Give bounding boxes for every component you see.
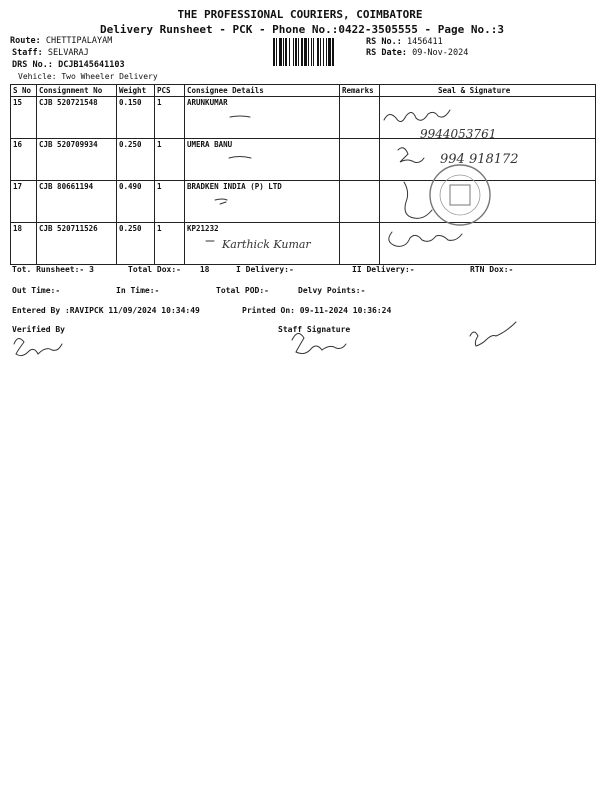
signature-row16 [398,148,424,163]
company-name: THE PROFESSIONAL COURIERS, COIMBATORE [177,8,423,21]
consignee-mark [230,116,250,117]
drs-value: DCJB145641103 [58,60,125,70]
staff-value: SELVARAJ [47,48,89,58]
total-dox-label: Total Dox:- [128,265,181,274]
route-label: Route: [10,36,41,46]
cell-consignment: CJB 520709934 [37,139,117,181]
in-time: In Time:- [116,286,160,295]
out-time: Out Time:- [12,286,61,295]
cell-pcs: 1 [155,181,185,223]
ii-delivery: II Delivery:- [352,265,415,274]
cell-weight: 0.250 [117,223,155,265]
cell-weight: 0.150 [117,97,155,139]
col-sno: S No [11,85,37,97]
total-pod: Total POD:- [216,286,269,295]
i-delivery: I Delivery:- [236,265,294,274]
staff-label: Staff: [12,48,43,58]
cell-consignment: CJB 80661194 [37,181,117,223]
verified-by-label: Verified By [12,325,65,334]
col-consignee: Consignee Details [185,85,340,97]
cell-pcs: 1 [155,97,185,139]
runsheet-title: Delivery Runsheet - PCK - Phone No.:0422-3505555 - Page No.:3 [100,23,504,36]
cell-weight: 0.490 [117,181,155,223]
entered-by: Entered By :RAVIPCK 11/09/2024 10:34:49 [12,306,200,315]
cell-consignee: KP21232 [185,223,340,265]
signature-row18 [389,232,462,246]
col-seal: Seal & Signature [380,85,596,97]
cell-weight: 0.250 [117,139,155,181]
col-pcs: PCS [155,85,185,97]
cell-sno: 15 [11,97,37,139]
col-remarks: Remarks [340,85,380,97]
staff-signature-scribble [292,333,346,353]
drs-label: DRS No.: [12,60,53,70]
vehicle-label: Vehicle: [18,72,57,81]
col-weight: Weight [117,85,155,97]
printed-on: Printed On: 09-11-2024 10:36:24 [242,306,392,315]
rs-no-value: 1456411 [406,37,443,47]
cell-consignee: ARUNKUMAR [185,97,340,139]
company-stamp [430,165,490,225]
cell-consignee: BRADKEN INDIA (P) LTD [185,181,340,223]
row16-handwritten-number: 994 918172 [440,152,519,167]
tot-runsheet: Tot. Runsheet:- 3 [12,265,94,274]
cell-sno: 18 [11,223,37,265]
cell-pcs: 1 [155,223,185,265]
total-dox-value: 18 [199,265,210,274]
signature-row17 [404,182,432,218]
rs-no-label: RS No.: [366,37,402,47]
row18-handwritten-name: Karthick Kumar [222,238,311,251]
col-consignment: Consignment No [37,85,117,97]
corner-initials-signature [470,322,516,346]
row15-handwritten-number: 9944053761 [420,127,497,141]
cell-consignee: UMERA BANU [185,139,340,181]
delvy-points: Delvy Points:- [298,286,366,295]
cell-pcs: 1 [155,139,185,181]
rs-date-label: RS Date: [366,48,407,58]
verified-by-signature [14,338,62,355]
rs-date-value: 09-Nov-2024 [412,48,469,58]
cell-sno: 16 [11,139,37,181]
rtn-dox: RTN Dox:- [470,265,514,274]
staff-signature-label: Staff Signature [278,325,351,334]
cell-consignment: CJB 520711526 [37,223,117,265]
signature-row15 [384,110,450,122]
vehicle-value: Two Wheeler Delivery [61,72,158,81]
cell-consignment: CJB 520721548 [37,97,117,139]
total-dox [128,265,209,274]
route-value: CHETTIPALAYAM [45,36,113,46]
cell-sno: 17 [11,181,37,223]
